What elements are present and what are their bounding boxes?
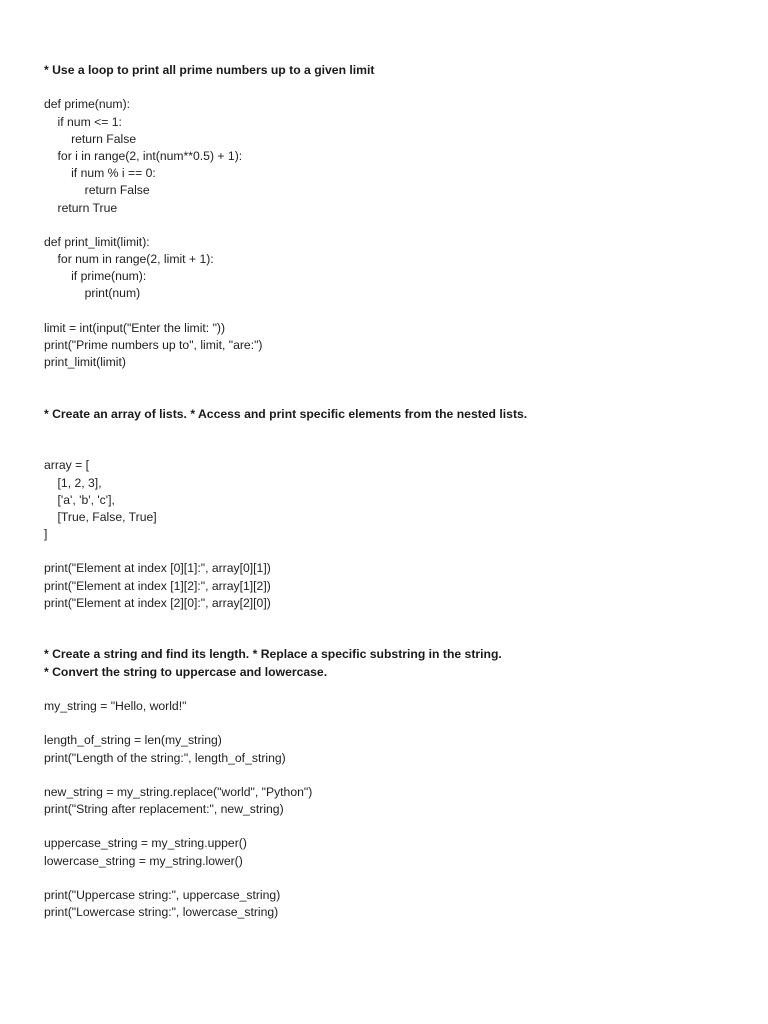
code-line: def prime(num): <box>44 97 131 112</box>
code-line: length_of_string = len(my_string) <box>44 733 222 748</box>
document-page <box>44 62 734 921</box>
code-line: new_string = my_string.replace("world", "Python") <box>44 784 313 799</box>
code-line <box>44 870 734 887</box>
code-line <box>44 217 734 234</box>
code-line: [1, 2, 3], <box>44 475 102 490</box>
spacer <box>44 423 734 440</box>
code-line: uppercase_string = my_string.upper() <box>44 836 247 851</box>
spacer <box>44 79 734 96</box>
code-line: print("Element at index [0][1]:", array[0][1]) <box>44 561 271 576</box>
code-line: if prime(num): <box>44 269 147 284</box>
code-line <box>44 303 734 320</box>
code-line: print(num) <box>44 286 141 301</box>
code-line: return True <box>44 200 118 215</box>
section-string-ops <box>44 646 734 921</box>
spacer <box>44 440 734 457</box>
code-block <box>44 698 734 921</box>
code-line <box>44 818 734 835</box>
section-nested-lists <box>44 406 734 612</box>
code-line: print("Lowercase string:", lowercase_string) <box>44 905 279 920</box>
code-line: def print_limit(limit): <box>44 234 150 249</box>
code-line <box>44 543 734 560</box>
code-line <box>44 767 734 784</box>
section-heading: * Create a string and find its length. * Replace a specific substring in the string. <box>44 647 502 662</box>
spacer <box>44 681 734 698</box>
code-line: limit = int(input("Enter the limit: ")) <box>44 320 226 335</box>
code-line: print("String after replacement:", new_string) <box>44 802 284 817</box>
spacer <box>44 612 734 629</box>
code-line: [True, False, True] <box>44 509 157 524</box>
section-prime-numbers <box>44 62 734 371</box>
code-line: if num <= 1: <box>44 114 122 129</box>
code-line: print("Length of the string:", length_of_string) <box>44 750 286 765</box>
code-line: return False <box>44 131 137 146</box>
code-line: for num in range(2, limit + 1): <box>44 252 214 267</box>
code-line: array = [ <box>44 458 90 473</box>
code-block <box>44 457 734 612</box>
code-line: if num % i == 0: <box>44 166 156 181</box>
section-heading: * Create an array of lists. * Access and print specific elements from the nested lists. <box>44 406 528 421</box>
code-line: return False <box>44 183 150 198</box>
code-line: ] <box>44 527 48 542</box>
code-line: print("Element at index [2][0]:", array[2][0]) <box>44 595 271 610</box>
code-line: print("Element at index [1][2]:", array[1][2]) <box>44 578 271 593</box>
section-heading: * Use a loop to print all prime numbers up to a given limit <box>44 63 375 77</box>
code-block <box>44 96 734 371</box>
code-line: lowercase_string = my_string.lower() <box>44 853 243 868</box>
section-heading: * Convert the string to uppercase and lowercase. <box>44 664 328 679</box>
code-line: my_string = "Hello, world!" <box>44 698 187 713</box>
spacer <box>44 371 734 388</box>
spacer <box>44 389 734 406</box>
code-line: ['a', 'b', 'c'], <box>44 492 115 507</box>
code-line: print_limit(limit) <box>44 355 126 370</box>
code-line: for i in range(2, int(num**0.5) + 1): <box>44 148 243 163</box>
code-line: print("Uppercase string:", uppercase_string) <box>44 888 281 902</box>
spacer <box>44 629 734 646</box>
code-line <box>44 715 734 732</box>
code-line: print("Prime numbers up to", limit, "are:") <box>44 338 263 352</box>
